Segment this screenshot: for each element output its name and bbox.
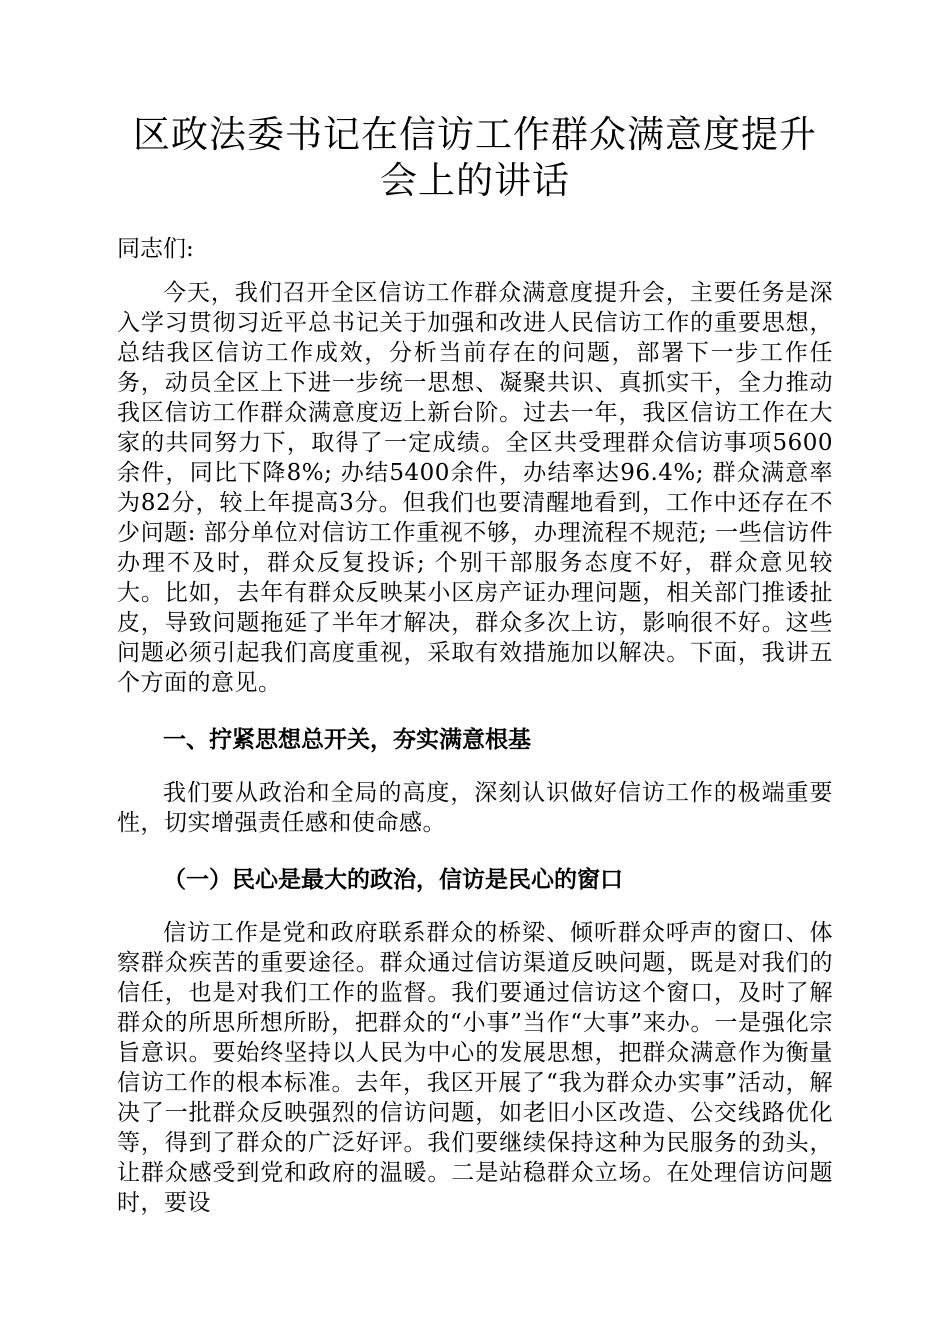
subsection-heading-1: （一）民心是最大的政治，信访是民心的窗口 <box>163 866 623 893</box>
section-1-intro: 我们要从政治和全局的高度，深刻认识做好信访工作的极端重要性，切实增强责任感和使命感。 <box>117 780 833 836</box>
section-heading-1: 一、拧紧思想总开关，夯实满意根基 <box>163 726 531 753</box>
salutation: 同志们: <box>117 236 194 262</box>
subsection-1-body: 信访工作是党和政府联系群众的桥梁、倾听群众呼声的窗口、体察群众疾苦的重要途径。群众通过信访渠道反映问题，既是对我们的信任，也是对我们工作的监督。我们要通过信访这个窗口，及时了解群众的所思所想所盼，把群众的“小事”当作“大事”来办。一是强化宗旨意识。要始终坚持以人民为中心的发展思想，把群众满意作为衡量信访工作的根本标准。去年，我区开展了“我为群众办实事”活动，解决了一批群众反映强烈的信访问题，如老旧小区改造、公交线路优化等，得到了群众的广泛好评。我们要继续保持这种为民服务的劲头，让群众感受到党和政府的温暖。二是站稳群众立场。在处理信访问题时，要设 <box>117 920 833 1216</box>
opening-paragraph: 今天，我们召开全区信访工作群众满意度提升会，主要任务是深入学习贯彻习近平总书记关于加强和改进人民信访工作的重要思想，总结我区信访工作成效，分析当前存在的问题，部署下一步工作任务，动员全区上下进一步统一思想、凝聚共识、真抓实干，全力推动我区信访工作群众满意度迈上新台阶。过去一年，我区信访工作在大家的共同努力下，取得了一定成绩。全区共受理群众信访事项5600余件，同比下降8%; 办结5400余件，办结率达96.4%; 群众满意率为82分，较上年提高3分。但我们也要清醒地看到，工作中还存在不少问题: 部分单位对信访工作重视不够，办理流程不规范; 一些信访件办理不及时，群众反复投诉; 个别干部服务态度不好，群众意见较大。比如，去年有群众反映某小区房产证办理问题，相关部门推诿扯皮，导致问题拖延了半年才解决，群众多次上访，影响很不好。这些问题必须引起我们高度重视，采取有效措施加以解决。下面，我讲五个方面的意见。 <box>117 280 833 696</box>
document-title: 区政法委书记在信访工作群众满意度提升会上的讲话 <box>133 113 817 202</box>
document-page <box>117 112 833 1218</box>
